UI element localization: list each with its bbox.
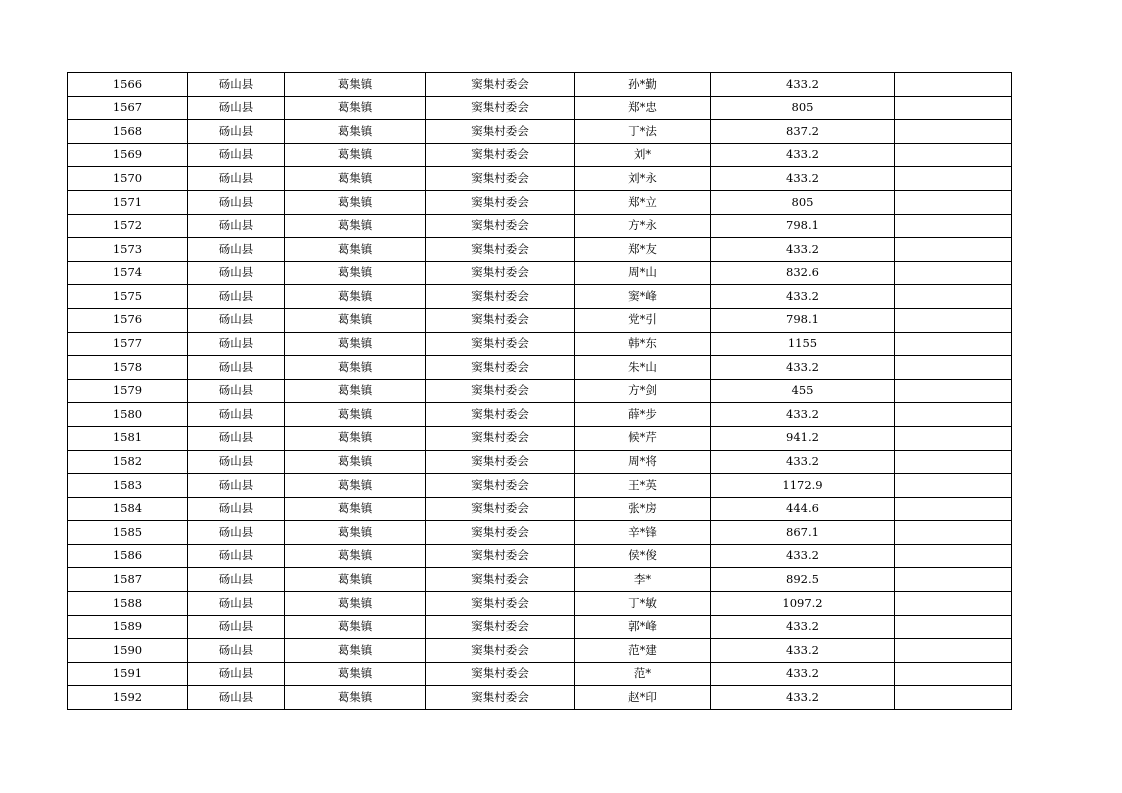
name-cell: 党*引	[575, 308, 711, 332]
county-cell: 砀山县	[188, 662, 285, 686]
town-cell: 葛集镇	[285, 568, 426, 592]
remark-cell	[895, 403, 1012, 427]
remark-cell	[895, 96, 1012, 120]
row-number-cell: 1576	[68, 308, 188, 332]
remark-cell	[895, 474, 1012, 498]
table-row	[68, 238, 1012, 262]
amount-cell: 433.2	[711, 544, 895, 568]
table-row	[68, 639, 1012, 663]
row-number-cell: 1574	[68, 261, 188, 285]
remark-cell	[895, 544, 1012, 568]
town-cell: 葛集镇	[285, 474, 426, 498]
amount-cell: 892.5	[711, 568, 895, 592]
table-row	[68, 214, 1012, 238]
name-cell: 刘*永	[575, 167, 711, 191]
remark-cell	[895, 521, 1012, 545]
row-number-cell: 1570	[68, 167, 188, 191]
village-committee-cell: 窦集村委会	[426, 568, 575, 592]
amount-cell: 1155	[711, 332, 895, 356]
row-number-cell: 1569	[68, 143, 188, 167]
row-number-cell: 1582	[68, 450, 188, 474]
amount-cell: 867.1	[711, 521, 895, 545]
amount-cell: 805	[711, 96, 895, 120]
remark-cell	[895, 120, 1012, 144]
amount-cell: 455	[711, 379, 895, 403]
table-row	[68, 285, 1012, 309]
name-cell: 方*永	[575, 214, 711, 238]
county-cell: 砀山县	[188, 639, 285, 663]
town-cell: 葛集镇	[285, 143, 426, 167]
town-cell: 葛集镇	[285, 544, 426, 568]
remark-cell	[895, 214, 1012, 238]
town-cell: 葛集镇	[285, 521, 426, 545]
village-committee-cell: 窦集村委会	[426, 238, 575, 262]
remark-cell	[895, 639, 1012, 663]
amount-cell: 433.2	[711, 73, 895, 97]
row-number-cell: 1566	[68, 73, 188, 97]
town-cell: 葛集镇	[285, 261, 426, 285]
name-cell: 郑*忠	[575, 96, 711, 120]
row-number-cell: 1575	[68, 285, 188, 309]
amount-cell: 433.2	[711, 403, 895, 427]
table-row	[68, 167, 1012, 191]
amount-cell: 805	[711, 190, 895, 214]
table-row	[68, 544, 1012, 568]
amount-cell: 433.2	[711, 143, 895, 167]
name-cell: 王*英	[575, 474, 711, 498]
name-cell: 丁*敏	[575, 592, 711, 616]
table-row	[68, 450, 1012, 474]
village-committee-cell: 窦集村委会	[426, 615, 575, 639]
name-cell: 候*芹	[575, 426, 711, 450]
town-cell: 葛集镇	[285, 497, 426, 521]
town-cell: 葛集镇	[285, 285, 426, 309]
town-cell: 葛集镇	[285, 426, 426, 450]
county-cell: 砀山县	[188, 308, 285, 332]
name-cell: 范*	[575, 662, 711, 686]
town-cell: 葛集镇	[285, 238, 426, 262]
amount-cell: 433.2	[711, 686, 895, 710]
county-cell: 砀山县	[188, 568, 285, 592]
name-cell: 周*将	[575, 450, 711, 474]
village-committee-cell: 窦集村委会	[426, 521, 575, 545]
village-committee-cell: 窦集村委会	[426, 662, 575, 686]
village-committee-cell: 窦集村委会	[426, 639, 575, 663]
row-number-cell: 1583	[68, 474, 188, 498]
village-committee-cell: 窦集村委会	[426, 474, 575, 498]
county-cell: 砀山县	[188, 379, 285, 403]
table-body	[68, 73, 1012, 710]
table-row	[68, 662, 1012, 686]
row-number-cell: 1580	[68, 403, 188, 427]
table-row	[68, 426, 1012, 450]
town-cell: 葛集镇	[285, 592, 426, 616]
village-committee-cell: 窦集村委会	[426, 497, 575, 521]
county-cell: 砀山县	[188, 261, 285, 285]
village-committee-cell: 窦集村委会	[426, 285, 575, 309]
row-number-cell: 1591	[68, 662, 188, 686]
amount-cell: 433.2	[711, 285, 895, 309]
village-committee-cell: 窦集村委会	[426, 379, 575, 403]
name-cell: 赵*印	[575, 686, 711, 710]
table-row	[68, 73, 1012, 97]
county-cell: 砀山县	[188, 521, 285, 545]
amount-cell: 941.2	[711, 426, 895, 450]
row-number-cell: 1577	[68, 332, 188, 356]
remark-cell	[895, 308, 1012, 332]
county-cell: 砀山县	[188, 143, 285, 167]
amount-cell: 433.2	[711, 615, 895, 639]
name-cell: 刘*	[575, 143, 711, 167]
county-cell: 砀山县	[188, 426, 285, 450]
row-number-cell: 1573	[68, 238, 188, 262]
county-cell: 砀山县	[188, 285, 285, 309]
table-row	[68, 190, 1012, 214]
remark-cell	[895, 73, 1012, 97]
village-committee-cell: 窦集村委会	[426, 190, 575, 214]
town-cell: 葛集镇	[285, 214, 426, 238]
name-cell: 李*	[575, 568, 711, 592]
table-row	[68, 615, 1012, 639]
county-cell: 砀山县	[188, 544, 285, 568]
amount-cell: 444.6	[711, 497, 895, 521]
row-number-cell: 1567	[68, 96, 188, 120]
town-cell: 葛集镇	[285, 120, 426, 144]
row-number-cell: 1581	[68, 426, 188, 450]
town-cell: 葛集镇	[285, 73, 426, 97]
county-cell: 砀山县	[188, 615, 285, 639]
county-cell: 砀山县	[188, 356, 285, 380]
remark-cell	[895, 167, 1012, 191]
amount-cell: 433.2	[711, 167, 895, 191]
row-number-cell: 1586	[68, 544, 188, 568]
name-cell: 丁*法	[575, 120, 711, 144]
remark-cell	[895, 238, 1012, 262]
amount-cell: 1172.9	[711, 474, 895, 498]
table-row	[68, 308, 1012, 332]
row-number-cell: 1588	[68, 592, 188, 616]
village-committee-cell: 窦集村委会	[426, 686, 575, 710]
name-cell: 薛*步	[575, 403, 711, 427]
row-number-cell: 1579	[68, 379, 188, 403]
table-row	[68, 474, 1012, 498]
remark-cell	[895, 190, 1012, 214]
remark-cell	[895, 662, 1012, 686]
county-cell: 砀山县	[188, 190, 285, 214]
row-number-cell: 1592	[68, 686, 188, 710]
town-cell: 葛集镇	[285, 332, 426, 356]
name-cell: 张*房	[575, 497, 711, 521]
town-cell: 葛集镇	[285, 356, 426, 380]
row-number-cell: 1590	[68, 639, 188, 663]
amount-cell: 433.2	[711, 450, 895, 474]
county-cell: 砀山县	[188, 332, 285, 356]
name-cell: 郑*友	[575, 238, 711, 262]
name-cell: 朱*山	[575, 356, 711, 380]
remark-cell	[895, 285, 1012, 309]
village-committee-cell: 窦集村委会	[426, 544, 575, 568]
remark-cell	[895, 143, 1012, 167]
table-row	[68, 356, 1012, 380]
remark-cell	[895, 615, 1012, 639]
row-number-cell: 1584	[68, 497, 188, 521]
town-cell: 葛集镇	[285, 686, 426, 710]
town-cell: 葛集镇	[285, 379, 426, 403]
town-cell: 葛集镇	[285, 639, 426, 663]
village-committee-cell: 窦集村委会	[426, 426, 575, 450]
town-cell: 葛集镇	[285, 96, 426, 120]
village-committee-cell: 窦集村委会	[426, 167, 575, 191]
amount-cell: 837.2	[711, 120, 895, 144]
village-committee-cell: 窦集村委会	[426, 73, 575, 97]
amount-cell: 433.2	[711, 639, 895, 663]
county-cell: 砀山县	[188, 474, 285, 498]
amount-cell: 433.2	[711, 238, 895, 262]
table-row	[68, 521, 1012, 545]
row-number-cell: 1578	[68, 356, 188, 380]
table-row	[68, 403, 1012, 427]
village-committee-cell: 窦集村委会	[426, 308, 575, 332]
name-cell: 窦*峰	[575, 285, 711, 309]
county-cell: 砀山县	[188, 238, 285, 262]
table-row	[68, 261, 1012, 285]
table-row	[68, 592, 1012, 616]
village-committee-cell: 窦集村委会	[426, 214, 575, 238]
remark-cell	[895, 356, 1012, 380]
remark-cell	[895, 450, 1012, 474]
name-cell: 辛*锋	[575, 521, 711, 545]
remark-cell	[895, 686, 1012, 710]
remark-cell	[895, 426, 1012, 450]
name-cell: 周*山	[575, 261, 711, 285]
town-cell: 葛集镇	[285, 308, 426, 332]
name-cell: 侯*俊	[575, 544, 711, 568]
row-number-cell: 1571	[68, 190, 188, 214]
remark-cell	[895, 379, 1012, 403]
row-number-cell: 1587	[68, 568, 188, 592]
amount-cell: 798.1	[711, 308, 895, 332]
table-row	[68, 332, 1012, 356]
town-cell: 葛集镇	[285, 662, 426, 686]
amount-cell: 798.1	[711, 214, 895, 238]
name-cell: 孙*勤	[575, 73, 711, 97]
amount-cell: 1097.2	[711, 592, 895, 616]
town-cell: 葛集镇	[285, 167, 426, 191]
row-number-cell: 1585	[68, 521, 188, 545]
name-cell: 韩*东	[575, 332, 711, 356]
table-row	[68, 143, 1012, 167]
village-committee-cell: 窦集村委会	[426, 143, 575, 167]
remark-cell	[895, 592, 1012, 616]
county-cell: 砀山县	[188, 120, 285, 144]
county-cell: 砀山县	[188, 686, 285, 710]
town-cell: 葛集镇	[285, 403, 426, 427]
village-committee-cell: 窦集村委会	[426, 96, 575, 120]
county-cell: 砀山县	[188, 167, 285, 191]
data-table	[67, 72, 1012, 710]
remark-cell	[895, 332, 1012, 356]
name-cell: 方*剑	[575, 379, 711, 403]
village-committee-cell: 窦集村委会	[426, 592, 575, 616]
county-cell: 砀山县	[188, 96, 285, 120]
village-committee-cell: 窦集村委会	[426, 120, 575, 144]
row-number-cell: 1589	[68, 615, 188, 639]
county-cell: 砀山县	[188, 73, 285, 97]
table-row	[68, 96, 1012, 120]
table-row	[68, 568, 1012, 592]
table-row	[68, 120, 1012, 144]
row-number-cell: 1572	[68, 214, 188, 238]
town-cell: 葛集镇	[285, 450, 426, 474]
village-committee-cell: 窦集村委会	[426, 332, 575, 356]
name-cell: 郑*立	[575, 190, 711, 214]
county-cell: 砀山县	[188, 497, 285, 521]
town-cell: 葛集镇	[285, 615, 426, 639]
county-cell: 砀山县	[188, 403, 285, 427]
amount-cell: 832.6	[711, 261, 895, 285]
row-number-cell: 1568	[68, 120, 188, 144]
remark-cell	[895, 568, 1012, 592]
table-row	[68, 497, 1012, 521]
village-committee-cell: 窦集村委会	[426, 450, 575, 474]
county-cell: 砀山县	[188, 450, 285, 474]
remark-cell	[895, 497, 1012, 521]
village-committee-cell: 窦集村委会	[426, 403, 575, 427]
table-row	[68, 686, 1012, 710]
remark-cell	[895, 261, 1012, 285]
table-row	[68, 379, 1012, 403]
name-cell: 郭*峰	[575, 615, 711, 639]
amount-cell: 433.2	[711, 662, 895, 686]
county-cell: 砀山县	[188, 214, 285, 238]
village-committee-cell: 窦集村委会	[426, 261, 575, 285]
county-cell: 砀山县	[188, 592, 285, 616]
village-committee-cell: 窦集村委会	[426, 356, 575, 380]
name-cell: 范*建	[575, 639, 711, 663]
amount-cell: 433.2	[711, 356, 895, 380]
town-cell: 葛集镇	[285, 190, 426, 214]
